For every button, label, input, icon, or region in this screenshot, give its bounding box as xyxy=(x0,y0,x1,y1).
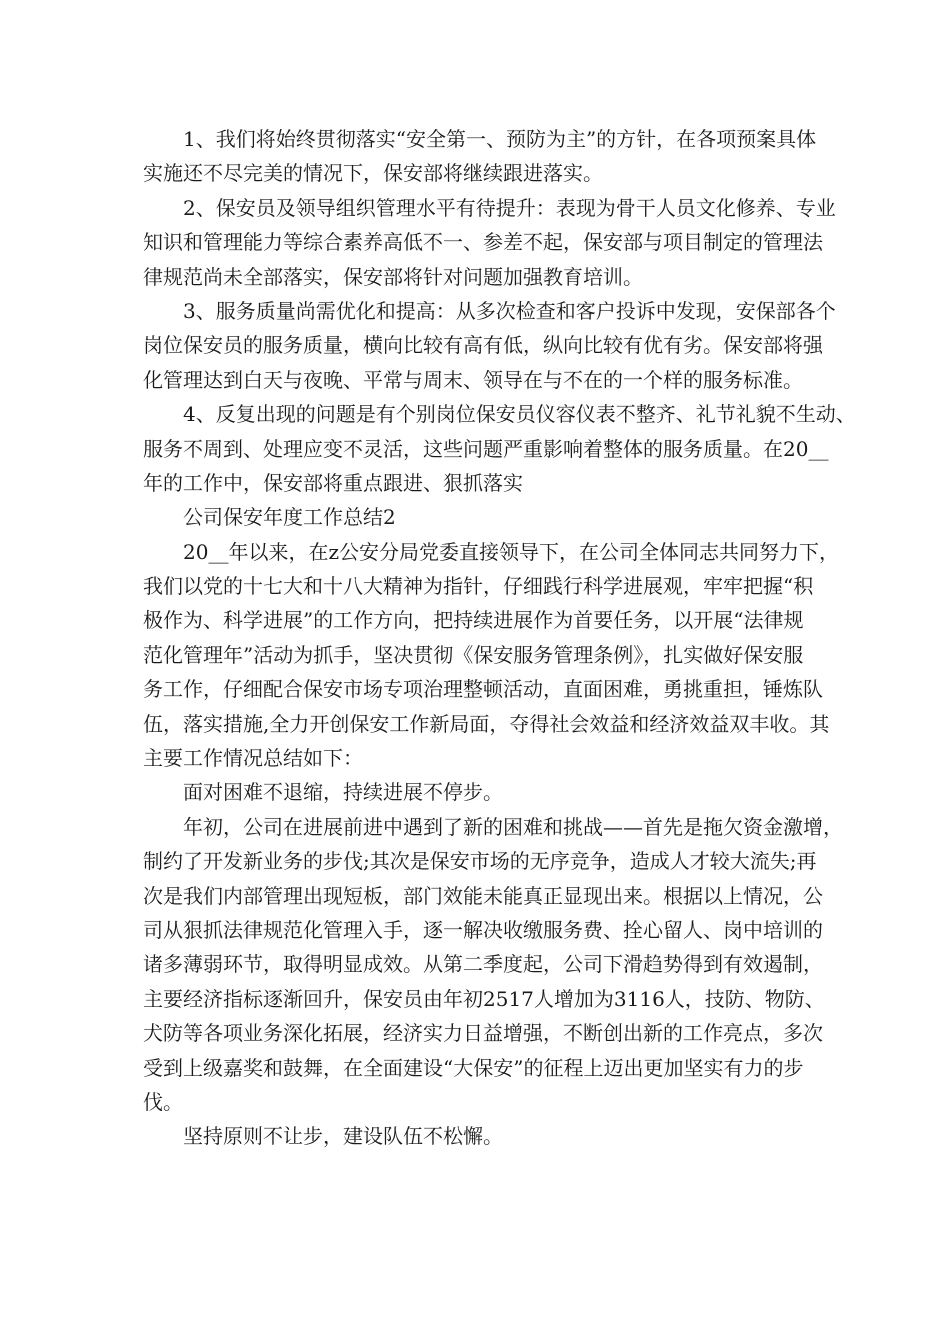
paragraph-5-line-4: 范化管理年”活动为抓手，坚决贯彻《保安服务管理条例》，扎实做好保安服 xyxy=(143,642,804,667)
paragraph-6-line-2: 制约了开发新业务的步伐;其次是保安市场的无序竞争，造成人才较大流失;再 xyxy=(143,849,817,874)
paragraph-6-line-8: 受到上级嘉奖和鼓舞，在全面建设“大保安”的征程上迈出更加坚实有力的步 xyxy=(143,1055,804,1080)
paragraph-1-line-2: 实施还不尽完美的情况下，保安部将继续跟进落实。 xyxy=(143,161,603,186)
paragraph-6-line-4: 司从狠抓法律规范化管理入手，逐一解决收缴服务费、拴心留人、岗中培训的 xyxy=(143,917,823,942)
paragraph-3-line-2: 岗位保安员的服务质量，横向比较有高有低，纵向比较有优有劣。保安部将强 xyxy=(143,333,823,358)
paragraph-4-line-3: 年的工作中，保安部将重点跟进、狠抓落实 xyxy=(143,470,523,495)
paragraph-5-line-7: 主要工作情况总结如下： xyxy=(143,746,363,771)
paragraph-6-line-9: 伐。 xyxy=(143,1089,183,1114)
paragraph-5-line-1: 20__年以来，在z公安分局党委直接领导下，在公司全体同志共同努力下， xyxy=(183,539,839,564)
section-heading: 公司保安年度工作总结2 xyxy=(183,505,396,530)
paragraph-5-line-5: 务工作，仔细配合保安市场专项治理整顿活动，直面困难，勇挑重担，锤炼队 xyxy=(143,677,823,702)
subheading-1: 面对困难不退缩，持续进展不停步。 xyxy=(183,780,503,805)
paragraph-6-line-5: 诸多薄弱环节，取得明显成效。从第二季度起，公司下滑趋势得到有效遏制， xyxy=(143,952,823,977)
paragraph-2-line-3: 律规范尚未全部落实，保安部将针对问题加强教育培训。 xyxy=(143,264,643,289)
paragraph-6-line-6: 主要经济指标逐渐回升，保安员由年初2517人增加为3116人，技防、物防、 xyxy=(143,986,825,1011)
paragraph-2-line-1: 2、保安员及领导组织管理水平有待提升：表现为骨干人员文化修养、专业 xyxy=(183,195,836,220)
paragraph-5-line-6: 伍，落实措施,全力开创保安工作新局面，夺得社会效益和经济效益双丰收。其 xyxy=(143,711,830,736)
paragraph-6-line-3: 次是我们内部管理出现短板，部门效能未能真正显现出来。根据以上情况，公 xyxy=(143,883,823,908)
document-body xyxy=(143,122,856,1154)
paragraph-6-line-1: 年初，公司在进展前进中遇到了新的困难和挑战——首先是拖欠资金激增， xyxy=(183,814,843,839)
paragraph-4-line-1: 4、反复出现的问题是有个别岗位保安员仪容仪表不整齐、礼节礼貌不生动、 xyxy=(183,402,856,427)
paragraph-5-line-3: 极作为、科学进展”的工作方向，把持续进展作为首要任务，以开展“法律规 xyxy=(143,608,804,633)
paragraph-3-line-3: 化管理达到白天与夜晚、平常与周末、领导在与不在的一个样的服务标准。 xyxy=(143,367,803,392)
subheading-2: 坚持原则不让步，建设队伍不松懈。 xyxy=(183,1124,503,1149)
paragraph-4-line-2: 服务不周到、处理应变不灵活，这些问题严重影响着整体的服务质量。在20__ xyxy=(143,436,829,461)
paragraph-2-line-2: 知识和管理能力等综合素养高低不一、参差不起，保安部与项目制定的管理法 xyxy=(143,230,823,255)
paragraph-5-line-2: 我们以党的十七大和十八大精神为指针，仔细践行科学进展观，牢牢把握“积 xyxy=(143,574,814,599)
paragraph-1-line-1: 1、我们将始终贯彻落实“安全第一、预防为主”的方针，在各项预案具体 xyxy=(183,127,817,151)
paragraph-3-line-1: 3、服务质量尚需优化和提高：从多次检查和客户投诉中发现，安保部各个 xyxy=(183,298,836,323)
paragraph-6-line-7: 犬防等各项业务深化拓展，经济实力日益增强，不断创出新的工作亮点，多次 xyxy=(143,1021,823,1046)
